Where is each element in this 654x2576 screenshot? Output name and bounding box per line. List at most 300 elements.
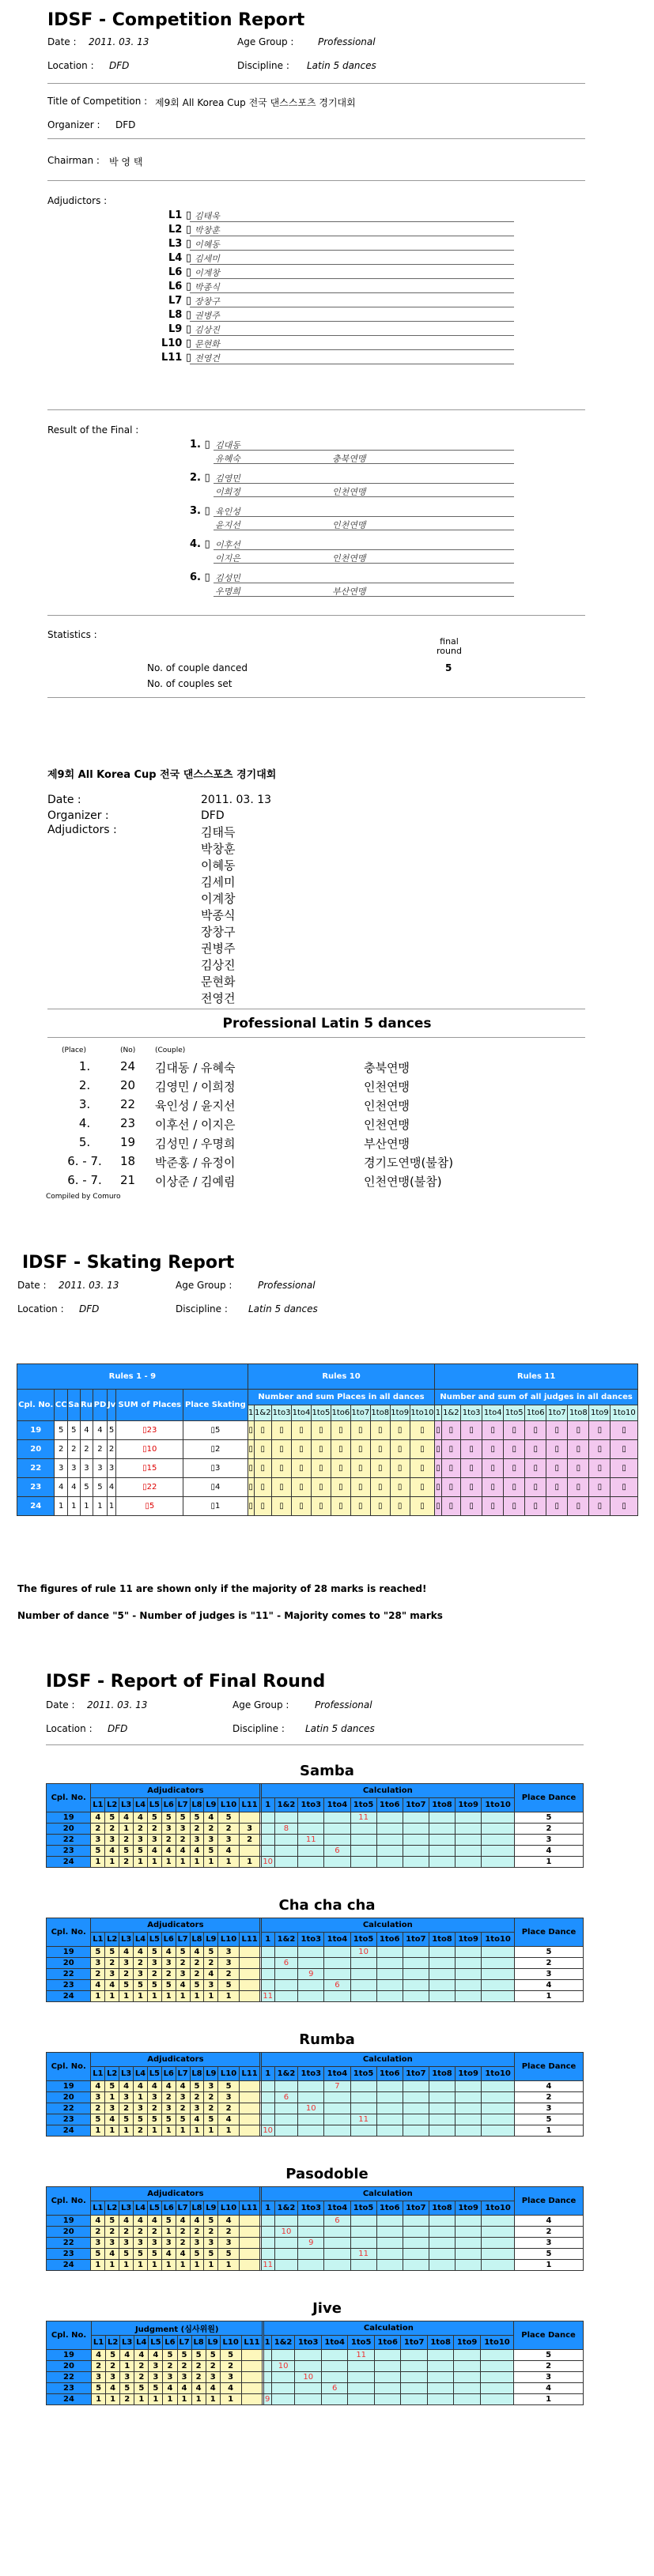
calc-cell (403, 2260, 429, 2271)
rule10-cell: ▯ (350, 1478, 370, 1497)
judge-mark: 5 (91, 1947, 105, 1958)
calc-cell (271, 2383, 295, 2394)
calc-cell: 10 (274, 2227, 297, 2238)
table-header-row (17, 1364, 638, 1390)
judge-mark: 2 (204, 2227, 218, 2238)
judge-mark: 5 (190, 2249, 204, 2260)
calc-cell: 6 (324, 1846, 350, 1857)
calc-cell (324, 1824, 350, 1835)
calc-cell (482, 1835, 515, 1846)
calc-cell (274, 1969, 297, 1980)
cpl-header: Cpl. No. (47, 1784, 91, 1812)
calc-cell (324, 1812, 350, 1824)
judge-header: L3 (119, 2201, 134, 2216)
judge-mark: 5 (204, 2114, 218, 2125)
judge-mark (239, 1812, 260, 1824)
calc-header: 1to7 (403, 2201, 429, 2216)
fr-age-label: Age Group : (232, 1699, 289, 1710)
calc-cell (298, 1958, 324, 1969)
place-dance-header: Place Dance (515, 2187, 584, 2216)
calc-header: 1to9 (456, 2067, 482, 2081)
table-header-row (47, 2187, 584, 2201)
sk-discipline-label: Discipline : (176, 1303, 228, 1314)
judge-mark: 4 (176, 2249, 190, 2260)
couple-number: 19 (47, 1812, 91, 1824)
calc-cell (350, 1835, 376, 1846)
judge-mark: 4 (119, 2081, 134, 2092)
organizer-label: Organizer : (47, 119, 100, 130)
calc-cell (429, 1958, 455, 1969)
judge-mark: 4 (119, 2216, 134, 2227)
judge-mark: 1 (190, 1991, 204, 2002)
calc-cell: 9 (298, 1969, 324, 1980)
judge-mark: 5 (120, 2383, 134, 2394)
calc-cell (295, 2350, 321, 2361)
calc-cell (298, 2249, 324, 2260)
table-row (17, 1440, 638, 1459)
result-club: 인천연맹 (332, 553, 366, 564)
table-row (47, 1991, 584, 2002)
calc-cell (350, 2227, 376, 2238)
rule10-cell: ▯ (370, 1421, 390, 1440)
calc-cell (401, 2350, 427, 2361)
calc-header: 1to3 (298, 1798, 324, 1812)
rule10-cell: ▯ (311, 1478, 331, 1497)
judge-mark: 1 (161, 2260, 176, 2271)
judge-mark: 2 (190, 1958, 204, 1969)
calc-cell (482, 2125, 515, 2137)
judge-mark (239, 1846, 260, 1857)
dance-place: 3 (107, 1459, 116, 1478)
fr-date-value: 2011. 03. 13 (87, 1699, 148, 1710)
dance-place: 2 (67, 1440, 80, 1459)
judge-mark: 3 (134, 2238, 148, 2249)
calc-cell (401, 2394, 427, 2405)
judge-mark: 5 (105, 2216, 119, 2227)
summary-title: 제9회 All Korea Cup 전국 댄스스포츠 경기대회 (47, 769, 277, 781)
judge-mark: 3 (120, 2372, 134, 2383)
judge-mark: 3 (204, 2238, 218, 2249)
calc-cell (429, 2114, 455, 2125)
dance-place: 5 (107, 1421, 116, 1440)
calc-cell (376, 2092, 403, 2103)
judge-mark: 5 (218, 2249, 240, 2260)
discipline-value: Latin 5 dances (307, 60, 376, 71)
table-header-row (47, 2067, 584, 2081)
rule11-cell: ▯ (589, 1497, 611, 1516)
calc-cell (324, 1947, 350, 1958)
calc-cell (456, 1846, 482, 1857)
rule11-cell: ▯ (589, 1459, 611, 1478)
calc-cell (482, 1824, 515, 1835)
comp-title-label: Title of Competition : (47, 96, 148, 107)
calc-cell (350, 1969, 376, 1980)
judge-mark: 4 (204, 1812, 218, 1824)
result-rank: 2. ▯ (190, 472, 210, 484)
table-row (47, 2372, 584, 2383)
calc-cell (348, 2372, 374, 2383)
placing-place: 5. (78, 1135, 91, 1149)
column-header: Place Skating (183, 1390, 248, 1421)
judge-mark: 4 (190, 1846, 204, 1857)
rules-11-subheader: Number and sum of all judges in all dances (435, 1390, 638, 1405)
rule10-cell: ▯ (248, 1497, 254, 1516)
calc-cell (480, 2383, 513, 2394)
adjudicator-underline (190, 335, 514, 336)
summary-adjudicator: 김상진 (201, 958, 236, 972)
calc-cell (350, 1980, 376, 1991)
calc-cell (429, 1824, 455, 1835)
calc-cell: 11 (350, 2114, 376, 2125)
calc-cell (482, 2216, 515, 2227)
judge-mark: 5 (161, 2216, 176, 2227)
place-dance: 4 (514, 2383, 584, 2394)
calc-cell (295, 2394, 321, 2405)
dance-table (46, 1783, 584, 1868)
calc-cell (261, 1824, 274, 1835)
placing-row (47, 1097, 561, 1115)
rule11-cell: ▯ (546, 1440, 568, 1459)
calc-cell (376, 1835, 403, 1846)
calculation-header: Calculation (263, 2321, 513, 2336)
judge-mark: 4 (134, 1812, 148, 1824)
placing-couple: 김대동 / 유혜숙 (155, 1061, 236, 1075)
judge-mark: 4 (218, 1846, 240, 1857)
calc-header: 1to3 (295, 2336, 321, 2350)
calc-cell (456, 2227, 482, 2238)
judge-mark: 3 (105, 2238, 119, 2249)
calc-cell (274, 1846, 297, 1857)
judge-mark: 1 (163, 2394, 177, 2405)
judge-mark: 3 (190, 1835, 204, 1846)
rule10-cell: ▯ (272, 1421, 292, 1440)
calc-cell (482, 2227, 515, 2238)
judge-mark: 2 (190, 2227, 204, 2238)
placing-number: 23 (120, 1116, 136, 1130)
judge-header: L10 (218, 1933, 240, 1947)
fr-location-value: DFD (108, 1723, 128, 1734)
rule11-cell: ▯ (435, 1478, 441, 1497)
judge-mark: 1 (218, 2260, 240, 2271)
column-header: CC (55, 1390, 67, 1421)
table-row (47, 2103, 584, 2114)
calc-cell (324, 2260, 350, 2271)
judge-mark: 3 (134, 1835, 148, 1846)
dance-place: 2 (107, 1440, 116, 1459)
judge-mark (241, 2383, 263, 2394)
adjudicator-name: 김상진 (195, 325, 220, 335)
dance-place: 5 (55, 1421, 67, 1440)
dance-title: Pasodoble (285, 2166, 369, 2182)
judge-mark: 4 (91, 1812, 105, 1824)
calc-header: 1to10 (482, 2067, 515, 2081)
calculation-header: Calculation (261, 2187, 514, 2201)
calc-header: 1to4 (321, 2336, 347, 2350)
dance-place: 2 (55, 1440, 67, 1459)
calc-cell (274, 2125, 297, 2137)
summary-adjudicator: 박창훈 (201, 842, 236, 856)
judge-mark: 5 (119, 1980, 134, 1991)
couples-danced-label: No. of couple danced (147, 662, 248, 673)
judge-mark: 2 (206, 2361, 220, 2372)
column-header: Jv (107, 1390, 116, 1421)
rule10-cell: ▯ (410, 1421, 435, 1440)
calc-cell (454, 2372, 480, 2383)
judge-header: L11 (239, 1933, 260, 1947)
judge-mark: 3 (218, 1958, 240, 1969)
calc-cell (263, 2361, 271, 2372)
sk-date-value: 2011. 03. 13 (59, 1280, 119, 1291)
rule11-cell: ▯ (504, 1478, 525, 1497)
calc-cell: 10 (298, 2103, 324, 2114)
judge-mark: 4 (161, 1846, 176, 1857)
judge-mark: 5 (119, 2249, 134, 2260)
place-dance: 2 (515, 1958, 584, 1969)
judge-mark: 1 (161, 1857, 176, 1868)
rule10-cell: ▯ (272, 1497, 292, 1516)
judge-header: L6 (161, 1933, 176, 1947)
summary-adjudicator: 권병주 (201, 941, 236, 956)
judge-mark: 2 (204, 1958, 218, 1969)
couple-number: 23 (47, 1846, 91, 1857)
rules-1-9-header: Rules 1 - 9 (17, 1364, 248, 1390)
rule11-cell: ▯ (441, 1497, 461, 1516)
rule11-cell: ▯ (546, 1478, 568, 1497)
judge-mark: 1 (91, 1857, 105, 1868)
judge-mark: 4 (176, 1846, 190, 1857)
summary-date-value: 2011. 03. 13 (201, 794, 272, 806)
calc-cell: 10 (261, 1857, 274, 1868)
judge-mark: 1 (105, 1991, 119, 2002)
calc-cell (456, 1969, 482, 1980)
judge-mark: 5 (204, 1947, 218, 1958)
rule10-cell: ▯ (370, 1497, 390, 1516)
table-header-row (47, 1784, 584, 1798)
rule11-cell: ▯ (611, 1478, 638, 1497)
rule11-cell: ▯ (461, 1440, 482, 1459)
dance-title: Jive (312, 2300, 342, 2317)
table-row (47, 2260, 584, 2271)
judge-mark: 4 (177, 2383, 191, 2394)
judge-mark: 5 (161, 1812, 176, 1824)
calc-cell (376, 2238, 403, 2249)
calc-cell (350, 2260, 376, 2271)
judge-header: L10 (218, 2201, 240, 2216)
judge-mark: 3 (119, 2092, 134, 2103)
calc-cell (274, 1947, 297, 1958)
judge-header: L11 (239, 2067, 260, 2081)
result-underline (214, 563, 514, 564)
placing-row (47, 1116, 561, 1133)
calc-header: 1to6 (376, 1933, 403, 1947)
adjudicator-name: 장창구 (195, 296, 220, 307)
result-underline (214, 483, 514, 484)
place-skating: ▯4 (183, 1478, 248, 1497)
judge-mark: 4 (105, 2249, 119, 2260)
rule11-cell: ▯ (441, 1421, 461, 1440)
rule10-cell: ▯ (370, 1478, 390, 1497)
judge-mark: 2 (190, 2092, 204, 2103)
place-dance: 3 (515, 2103, 584, 2114)
calc-cell (376, 2081, 403, 2092)
calc-cell (401, 2383, 427, 2394)
judge-mark: 4 (105, 2114, 119, 2125)
adjudicator-name: 이혜동 (195, 239, 220, 250)
judge-mark (239, 2114, 260, 2125)
judge-header: L2 (105, 2201, 119, 2216)
judge-mark: 2 (147, 2227, 161, 2238)
judge-mark: 1 (120, 2361, 134, 2372)
judge-mark: 2 (218, 1824, 240, 1835)
cpl-header: Cpl. No. (47, 2187, 91, 2216)
adjudicator-name: 김태욱 (195, 211, 220, 221)
judge-mark: 1 (147, 2260, 161, 2271)
judge-mark: 2 (105, 2227, 119, 2238)
couple-number: 20 (47, 2227, 91, 2238)
calc-cell (376, 1824, 403, 1835)
calc-header: 1 (261, 2201, 274, 2216)
dance-place: 3 (80, 1459, 93, 1478)
calc-header: 1 (261, 1933, 274, 1947)
judge-mark: 3 (105, 1969, 119, 1980)
judge-mark: 1 (119, 2260, 134, 2271)
adjudicator-code: L7 ▯ (168, 295, 191, 307)
table-row (17, 1497, 638, 1516)
judge-header: L5 (147, 1933, 161, 1947)
calc-header: 1to7 (403, 1933, 429, 1947)
rule11-cell: ▯ (461, 1421, 482, 1440)
judge-mark: 5 (177, 2350, 191, 2361)
adjudicator-code: L3 ▯ (168, 238, 191, 250)
judge-header: L6 (161, 2201, 176, 2216)
judge-mark: 5 (147, 1980, 161, 1991)
calc-cell (350, 2092, 376, 2103)
fr-date-label: Date : (46, 1699, 75, 1710)
judge-mark: 3 (218, 1835, 240, 1846)
rule10-cell: ▯ (272, 1459, 292, 1478)
adjudicator-name: 김세미 (195, 254, 220, 264)
calc-cell (429, 1991, 455, 2002)
calc-cell (298, 1857, 324, 1868)
judge-mark: 4 (163, 2383, 177, 2394)
calc-cell (321, 2394, 347, 2405)
judge-mark: 3 (161, 2238, 176, 2249)
judge-mark: 5 (161, 2114, 176, 2125)
calc-cell (376, 1846, 403, 1857)
table-header-row (47, 1918, 584, 1933)
judge-mark: 1 (218, 2125, 240, 2137)
judge-mark: 4 (190, 2216, 204, 2227)
rule11-cell: ▯ (568, 1497, 589, 1516)
calc-header: 1to10 (482, 2201, 515, 2216)
judge-mark: 4 (105, 1846, 119, 1857)
rule10-cell: ▯ (248, 1478, 254, 1497)
dance-title: Rumba (299, 2031, 355, 2048)
judge-mark: 5 (218, 2081, 240, 2092)
calc-cell (427, 2383, 453, 2394)
judge-mark (239, 2249, 260, 2260)
adjudicator-underline (190, 292, 514, 293)
judge-mark: 4 (134, 2216, 148, 2227)
judge-mark (239, 1969, 260, 1980)
judge-mark (241, 2361, 263, 2372)
calc-cell (350, 2216, 376, 2227)
skating-report-title: IDSF - Skating Report (22, 1253, 235, 1273)
table-row (47, 2227, 584, 2238)
calc-cell (429, 1812, 455, 1824)
judge-mark: 1 (161, 2125, 176, 2137)
table-row (47, 1980, 584, 1991)
rule11-cell: ▯ (568, 1459, 589, 1478)
place-dance: 5 (515, 1947, 584, 1958)
rule10-cell: ▯ (292, 1459, 312, 1478)
calc-header: 1to3 (298, 2067, 324, 2081)
placing-place: 4. (78, 1116, 91, 1130)
rule10-cell: ▯ (254, 1421, 272, 1440)
rule11-cell: ▯ (461, 1478, 482, 1497)
placing-place: 3. (78, 1097, 91, 1111)
chairman-label: Chairman : (47, 155, 100, 166)
adjudicator-row (119, 224, 514, 236)
judge-mark: 1 (204, 2260, 218, 2271)
place-dance: 2 (514, 2361, 584, 2372)
judge-mark: 1 (105, 2260, 119, 2271)
calc-cell (374, 2383, 400, 2394)
calc-cell (429, 1947, 455, 1958)
calc-cell (374, 2350, 400, 2361)
judge-mark: 5 (161, 1980, 176, 1991)
judge-column-header: 1to3 (461, 1405, 482, 1421)
calc-cell (376, 1969, 403, 1980)
summary-adjudicator-list (201, 824, 235, 1006)
judge-mark: 1 (204, 2125, 218, 2137)
calc-cell (376, 1991, 403, 2002)
summary-adjudicator: 김태득 (201, 825, 236, 839)
calc-header: 1to6 (376, 2067, 403, 2081)
calc-cell (376, 2125, 403, 2137)
calc-cell (401, 2372, 427, 2383)
calc-header: 1to7 (403, 1798, 429, 1812)
calc-cell (298, 2125, 324, 2137)
placing-couple: 박준홍 / 유정이 (155, 1156, 236, 1170)
calc-header: 1to4 (324, 1798, 350, 1812)
placing-couple: 이후선 / 이지은 (155, 1118, 236, 1132)
calc-header: 1to8 (429, 2201, 455, 2216)
calc-cell (427, 2394, 453, 2405)
calc-header: 1to7 (403, 2067, 429, 2081)
dance-place: 1 (55, 1497, 67, 1516)
place-dance: 4 (515, 1846, 584, 1857)
judge-mark (239, 2103, 260, 2114)
calc-cell (274, 2216, 297, 2227)
summary-date-label: Date : (47, 794, 81, 806)
rule11-cell: ▯ (568, 1440, 589, 1459)
judge-mark: 4 (161, 1947, 176, 1958)
calc-cell (261, 2081, 274, 2092)
calc-header: 1to8 (429, 2067, 455, 2081)
adjudicator-name: 전영건 (195, 353, 220, 364)
rule11-cell: ▯ (589, 1440, 611, 1459)
dance-title: Cha cha cha (278, 1897, 376, 1914)
judge-header: L7 (176, 1933, 190, 1947)
calc-cell (403, 2238, 429, 2249)
judge-mark: 5 (92, 2383, 106, 2394)
calc-cell (376, 2114, 403, 2125)
judge-mark: 1 (204, 1857, 218, 1868)
calc-cell (298, 1991, 324, 2002)
rule10-cell: ▯ (331, 1459, 350, 1478)
judge-mark: 4 (161, 2249, 176, 2260)
